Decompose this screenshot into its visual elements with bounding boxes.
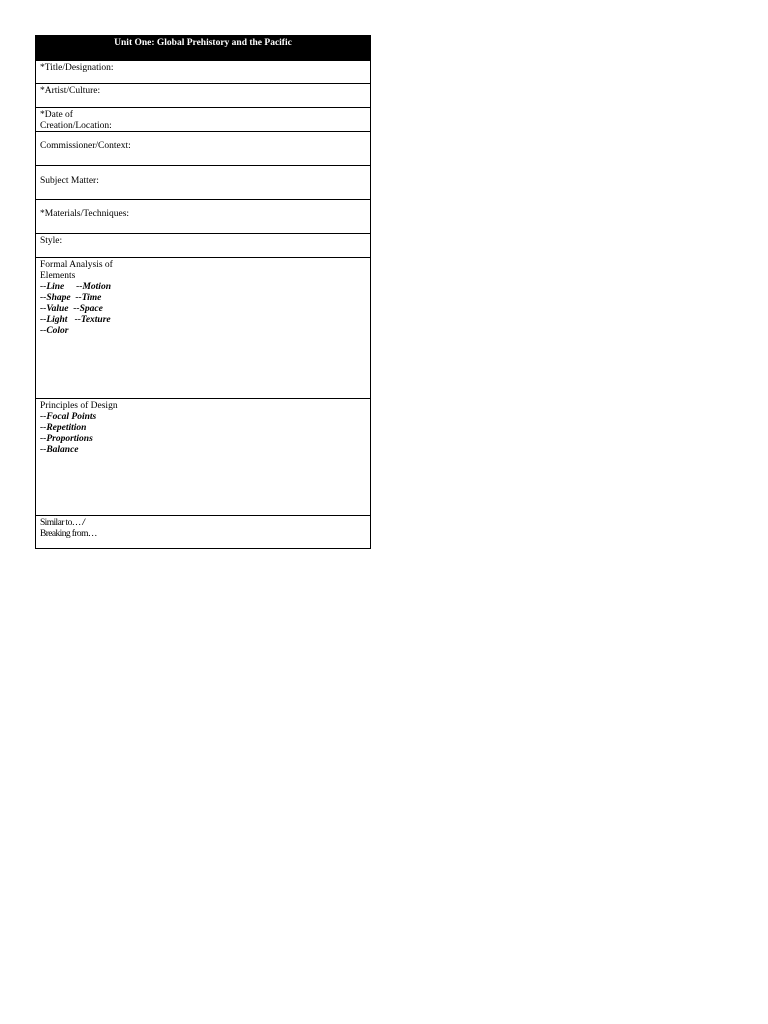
- field-materials-techniques: [36, 199, 370, 233]
- field-style: [36, 233, 370, 257]
- principle-cue: --Repetition: [40, 423, 87, 433]
- comparison-line-breaking: Breaking from…: [40, 529, 97, 539]
- field-label: Commissioner/Context:: [40, 141, 131, 151]
- formal-cue: --Color: [40, 326, 69, 336]
- principle-cue: --Proportions: [40, 434, 93, 444]
- worksheet-title: Unit One: Global Prehistory and the Pacific: [36, 36, 370, 60]
- field-label: Style:: [40, 236, 63, 246]
- comparison-slash: /: [82, 518, 85, 528]
- field-label: Formal Analysis of Elements: [40, 260, 113, 281]
- worksheet-table: [35, 35, 371, 549]
- comparison-line-similar: [40, 518, 370, 529]
- field-label: *Artist/Culture:: [40, 86, 101, 96]
- field-subject-matter: [36, 165, 370, 199]
- field-principles-of-design: [36, 398, 370, 515]
- field-comparison: [36, 515, 370, 548]
- formal-cue: --Line --Motion: [40, 282, 111, 292]
- field-label: *Title/Designation:: [40, 63, 114, 73]
- field-artist-culture: [36, 83, 370, 107]
- formal-cue: --Light --Texture: [40, 315, 111, 325]
- principle-cue: --Balance: [40, 445, 79, 455]
- formal-cue: --Shape --Time: [40, 293, 102, 303]
- field-label: Principles of Design: [40, 401, 118, 411]
- field-label: *Materials/Techniques:: [40, 209, 130, 219]
- principle-cue: --Focal Points: [40, 412, 97, 422]
- comparison-similar-text: Similar to…: [40, 518, 83, 528]
- field-formal-analysis: [36, 257, 370, 398]
- field-date-location: [36, 107, 370, 131]
- field-title-designation: [36, 60, 370, 83]
- field-commissioner-context: [36, 131, 370, 165]
- field-label: Subject Matter:: [40, 176, 99, 186]
- formal-cue: --Value --Space: [40, 304, 103, 314]
- field-label: *Date of Creation/Location:: [40, 110, 112, 131]
